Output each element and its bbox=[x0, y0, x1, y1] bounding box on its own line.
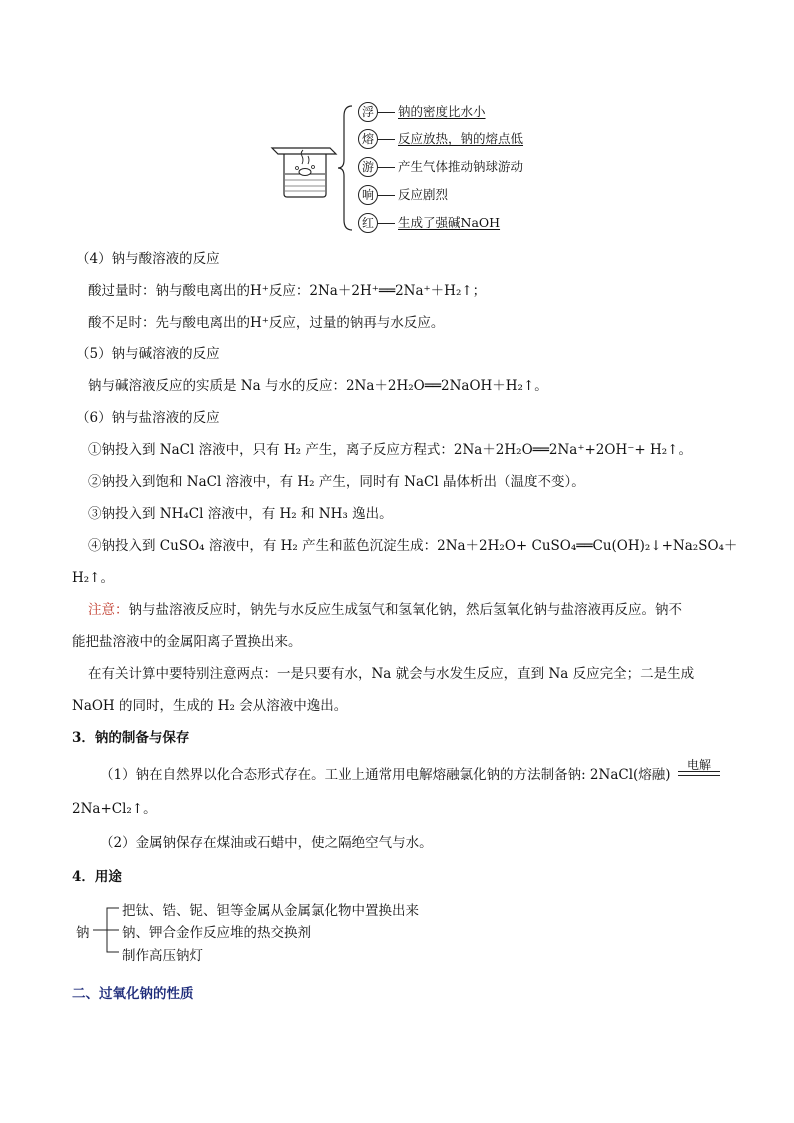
section-6-heading: （6）钠与盐溶液的反应 bbox=[76, 410, 220, 426]
connector-line bbox=[378, 112, 395, 113]
diagram-desc: 钠的密度比水小 bbox=[398, 104, 486, 119]
char-circle: 熔 bbox=[358, 129, 378, 149]
connector-line bbox=[378, 195, 395, 196]
section-4-uses-heading: 4．用途 bbox=[72, 869, 122, 885]
equation-bar-bottom bbox=[678, 775, 720, 776]
use-item-2: 钠、钾合金作反应堆的热交换剂 bbox=[122, 925, 311, 941]
calc-text-b: NaOH 的同时，生成的 H₂ 会从溶液中逸出。 bbox=[72, 698, 348, 714]
equation-bar-top bbox=[678, 771, 720, 772]
sec6-line-3: ③钠投入到 NH₄Cl 溶液中，有 H₂ 和 NH₃ 逸出。 bbox=[88, 506, 393, 522]
connector-line bbox=[378, 139, 395, 140]
note-paragraph bbox=[88, 601, 682, 619]
beaker-illustration bbox=[268, 130, 340, 200]
connector-line bbox=[378, 167, 395, 168]
char-circle: 响 bbox=[358, 185, 378, 205]
uses-tree-lines bbox=[93, 902, 123, 960]
uses-root: 钠 bbox=[76, 925, 90, 941]
sec4-line-2: 酸不足时：先与酸电离出的H⁺反应，过量的钠再与水反应。 bbox=[88, 315, 445, 331]
diagram-brace bbox=[336, 104, 356, 232]
s3-para-2: （2）金属钠保存在煤油或石蜡中，使之隔绝空气与水。 bbox=[100, 835, 433, 851]
note-label: 注意： bbox=[88, 602, 129, 618]
char-circle: 游 bbox=[358, 157, 378, 177]
sec4-line-1: 酸过量时：钠与酸电离出的H⁺反应：2Na＋2H⁺══2Na⁺＋H₂↑； bbox=[88, 283, 487, 299]
sec6-line-2: ②钠投入到饱和 NaCl 溶液中，有 H₂ 产生，同时有 NaCl 晶体析出（温度不变）。 bbox=[88, 474, 585, 490]
s3-para-1a: （1）钠在自然界以化合态形式存在。工业上通常用电解熔融氯化钠的方法制备钠: 2NaCl(熔融) bbox=[100, 767, 671, 783]
sec6-line-4a: ④钠投入到 CuSO₄ 溶液中，有 H₂ 产生和蓝色沉淀生成：2Na＋2H₂O+ CuSO₄══Cu(OH)₂↓+Na₂SO₄＋ bbox=[88, 538, 738, 554]
section-3-heading: 3．钠的制备与保存 bbox=[72, 730, 190, 746]
diagram-desc: 反应放热，钠的熔点低 bbox=[398, 131, 524, 146]
sec6-line-4b: H₂↑。 bbox=[72, 570, 114, 586]
diagram-desc: 反应剧烈 bbox=[398, 187, 449, 202]
sec6-line-1: ①钠投入到 NaCl 溶液中，只有 H₂ 产生，离子反应方程式：2Na＋2H₂O══2Na⁺+2OH⁻+ H₂↑。 bbox=[88, 442, 692, 458]
electrolysis-condition: 电解 bbox=[686, 758, 711, 772]
connector-line bbox=[378, 223, 395, 224]
char-circle: 红 bbox=[358, 213, 378, 233]
note-text-a: 钠与盐溶液反应时，钠先与水反应生成氢气和氢氧化钠，然后氢氧化钠与盐溶液再反应。钠不 bbox=[128, 602, 682, 618]
char-circle: 浮 bbox=[358, 102, 378, 122]
section-5-heading: （5）钠与碱溶液的反应 bbox=[76, 346, 220, 362]
use-item-3: 制作高压钠灯 bbox=[122, 948, 203, 964]
calc-text-a: 在有关计算中要特别注意两点：一是只要有水，Na 就会与水发生反应，直到 Na 反应完全；二是生成 bbox=[88, 666, 695, 682]
note-text-b: 能把盐溶液中的金属阳离子置换出来。 bbox=[72, 634, 302, 650]
section-4-heading: （4）钠与酸溶液的反应 bbox=[76, 251, 220, 267]
use-item-1: 把钛、锆、铌、钽等金属从金属氯化物中置换出来 bbox=[122, 903, 419, 919]
s3-para-1b: 2Na+Cl₂↑。 bbox=[72, 801, 157, 817]
diagram-desc: 生成了强碱NaOH bbox=[398, 215, 501, 230]
diagram-desc: 产生气体推动钠球游动 bbox=[398, 159, 524, 174]
section-ii-heading: 二、过氧化钠的性质 bbox=[72, 986, 194, 1002]
sec5-line-1: 钠与碱溶液反应的实质是 Na 与水的反应：2Na＋2H₂O══2NaOH＋H₂↑。 bbox=[88, 378, 548, 394]
